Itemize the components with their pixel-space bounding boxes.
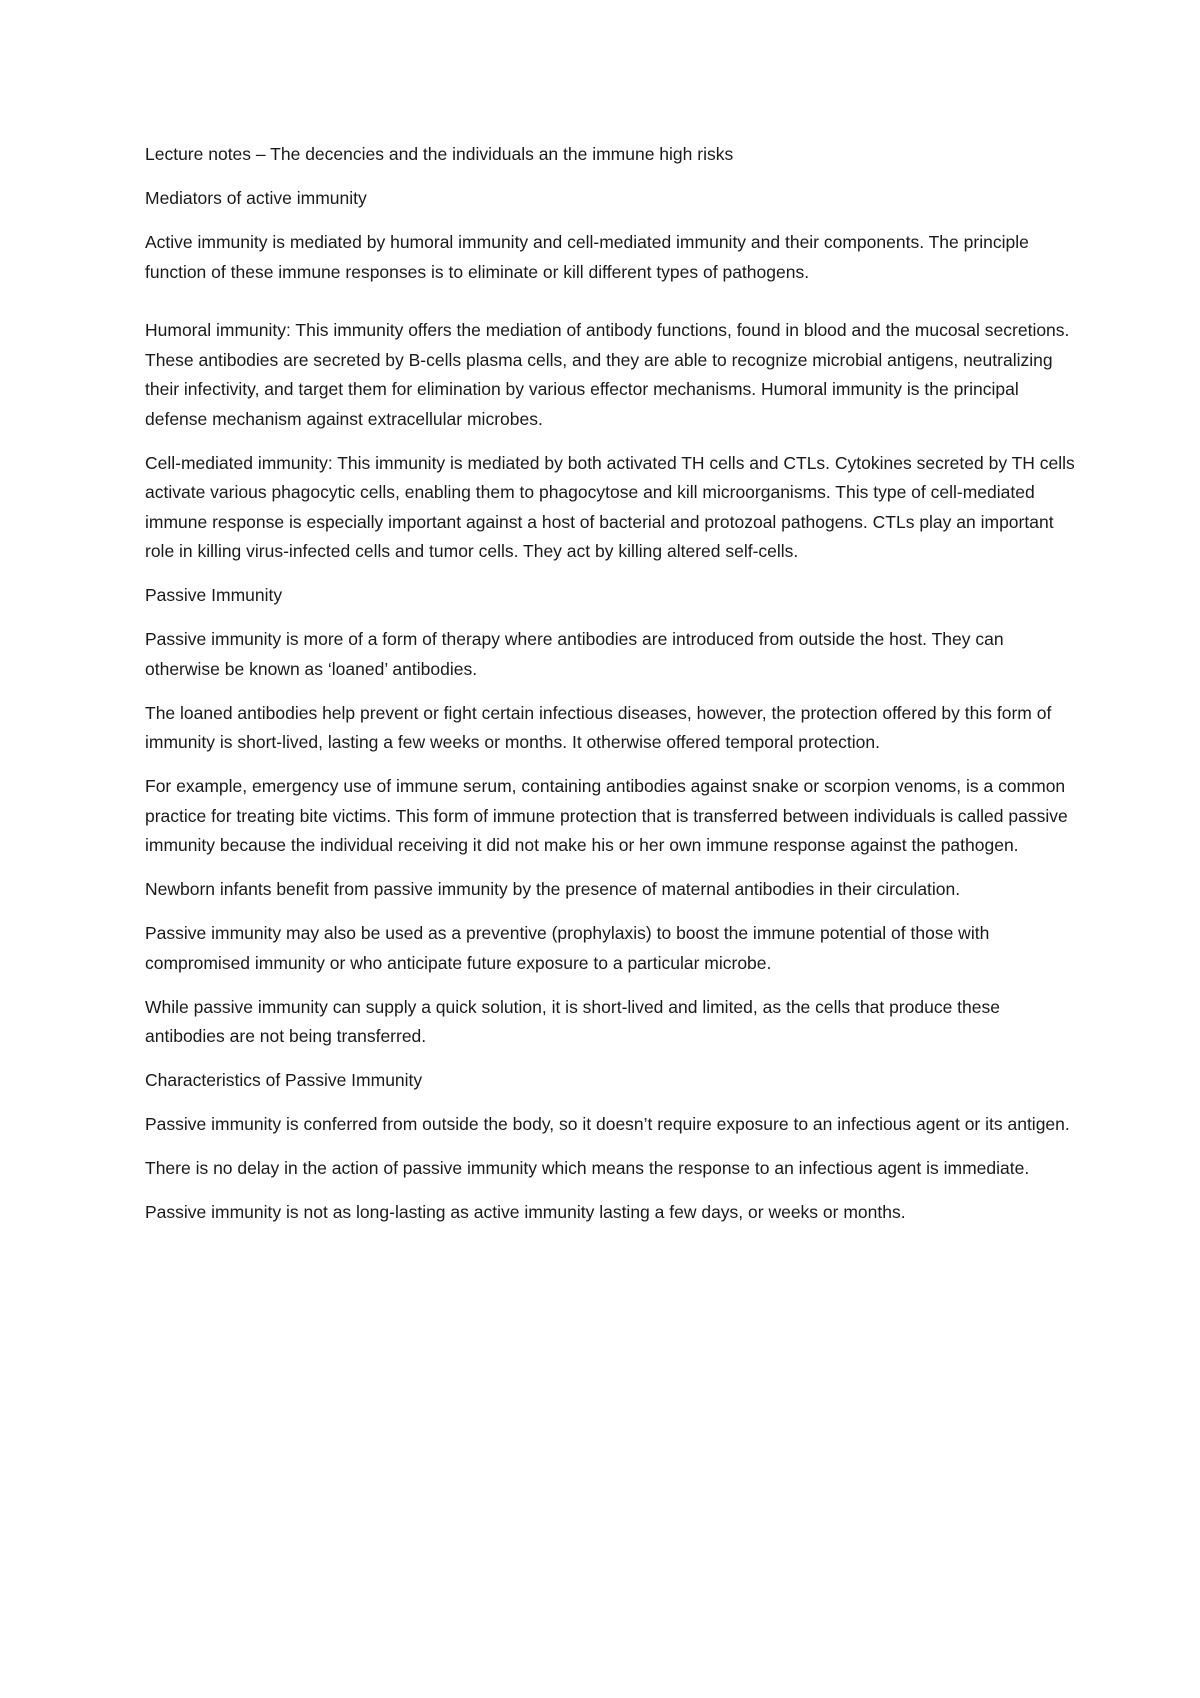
document-title: Lecture notes – The decencies and the individuals an the immune high risks (145, 144, 734, 164)
paragraph-quick-solution: While passive immunity can supply a quick solution, it is short-lived and limited, as the cells that produce these antibodies are not being transferred. (145, 996, 1000, 1046)
section-heading-mediators: Mediators of active immunity (145, 188, 367, 208)
paragraph-active-immunity: Active immunity is mediated by humoral immunity and cell-mediated immunity and their components. The principle function of these immune responses is to eliminate or kill different types of pathogens. (145, 232, 1029, 282)
section-heading-passive-immunity: Passive Immunity (145, 585, 283, 605)
paragraph-no-delay: There is no delay in the action of passive immunity which means the response to an infectious agent is immediate. (145, 1158, 1030, 1178)
paragraph-humoral-immunity: Humoral immunity: This immunity offers the mediation of antibody functions, found in blood and the mucosal secretions. These antibodies are secreted by B-cells plasma cells, and they are able to recognize microbial antigens, neutralizing their infectivity, and target them for elimination by various effector mechanisms. Humoral immunity is the principal defense mechanism against extracellular microbes. (145, 320, 1070, 429)
document-page (145, 140, 1075, 1242)
paragraph-passive-definition: Passive immunity is more of a form of therapy where antibodies are introduced from outside the host. They can otherwise be known as ‘loaned’ antibodies. (145, 629, 1004, 679)
paragraph-preventive-use: Passive immunity may also be used as a preventive (prophylaxis) to boost the immune potential of those with compromised immunity or who anticipate future exposure to a particular microbe. (145, 923, 990, 973)
paragraph-newborn-infants: Newborn infants benefit from passive immunity by the presence of maternal antibodies in their circulation. (145, 879, 961, 899)
paragraph-example-serum: For example, emergency use of immune serum, containing antibodies against snake or scorpion venoms, is a common practice for treating bite victims. This form of immune protection that is transferred between individuals is called passive immunity because the individual receiving it did not make his or her own immune response against the pathogen. (145, 776, 1068, 855)
paragraph-not-long-lasting: Passive immunity is not as long-lasting as active immunity lasting a few days, or weeks or months. (145, 1202, 906, 1222)
section-heading-characteristics: Characteristics of Passive Immunity (145, 1070, 423, 1090)
paragraph-conferred-outside: Passive immunity is conferred from outside the body, so it doesn’t require exposure to an infectious agent or its antigen. (145, 1114, 1070, 1134)
paragraph-loaned-antibodies: The loaned antibodies help prevent or fight certain infectious diseases, however, the protection offered by this form of immunity is short-lived, lasting a few weeks or months. It otherwise offered temporal protection. (145, 702, 1052, 752)
paragraph-cell-mediated-immunity: Cell-mediated immunity: This immunity is mediated by both activated TH cells and CTLs. Cytokines secreted by TH cells activate various phagocytic cells, enabling them to phagocytose and kill microorganisms. This type of cell-mediated immune response is especially important against a host of bacterial and protozoal pathogens. CTLs play an important role in killing virus-infected cells and tumor cells. They act by killing altered self-cells. (145, 452, 1075, 561)
